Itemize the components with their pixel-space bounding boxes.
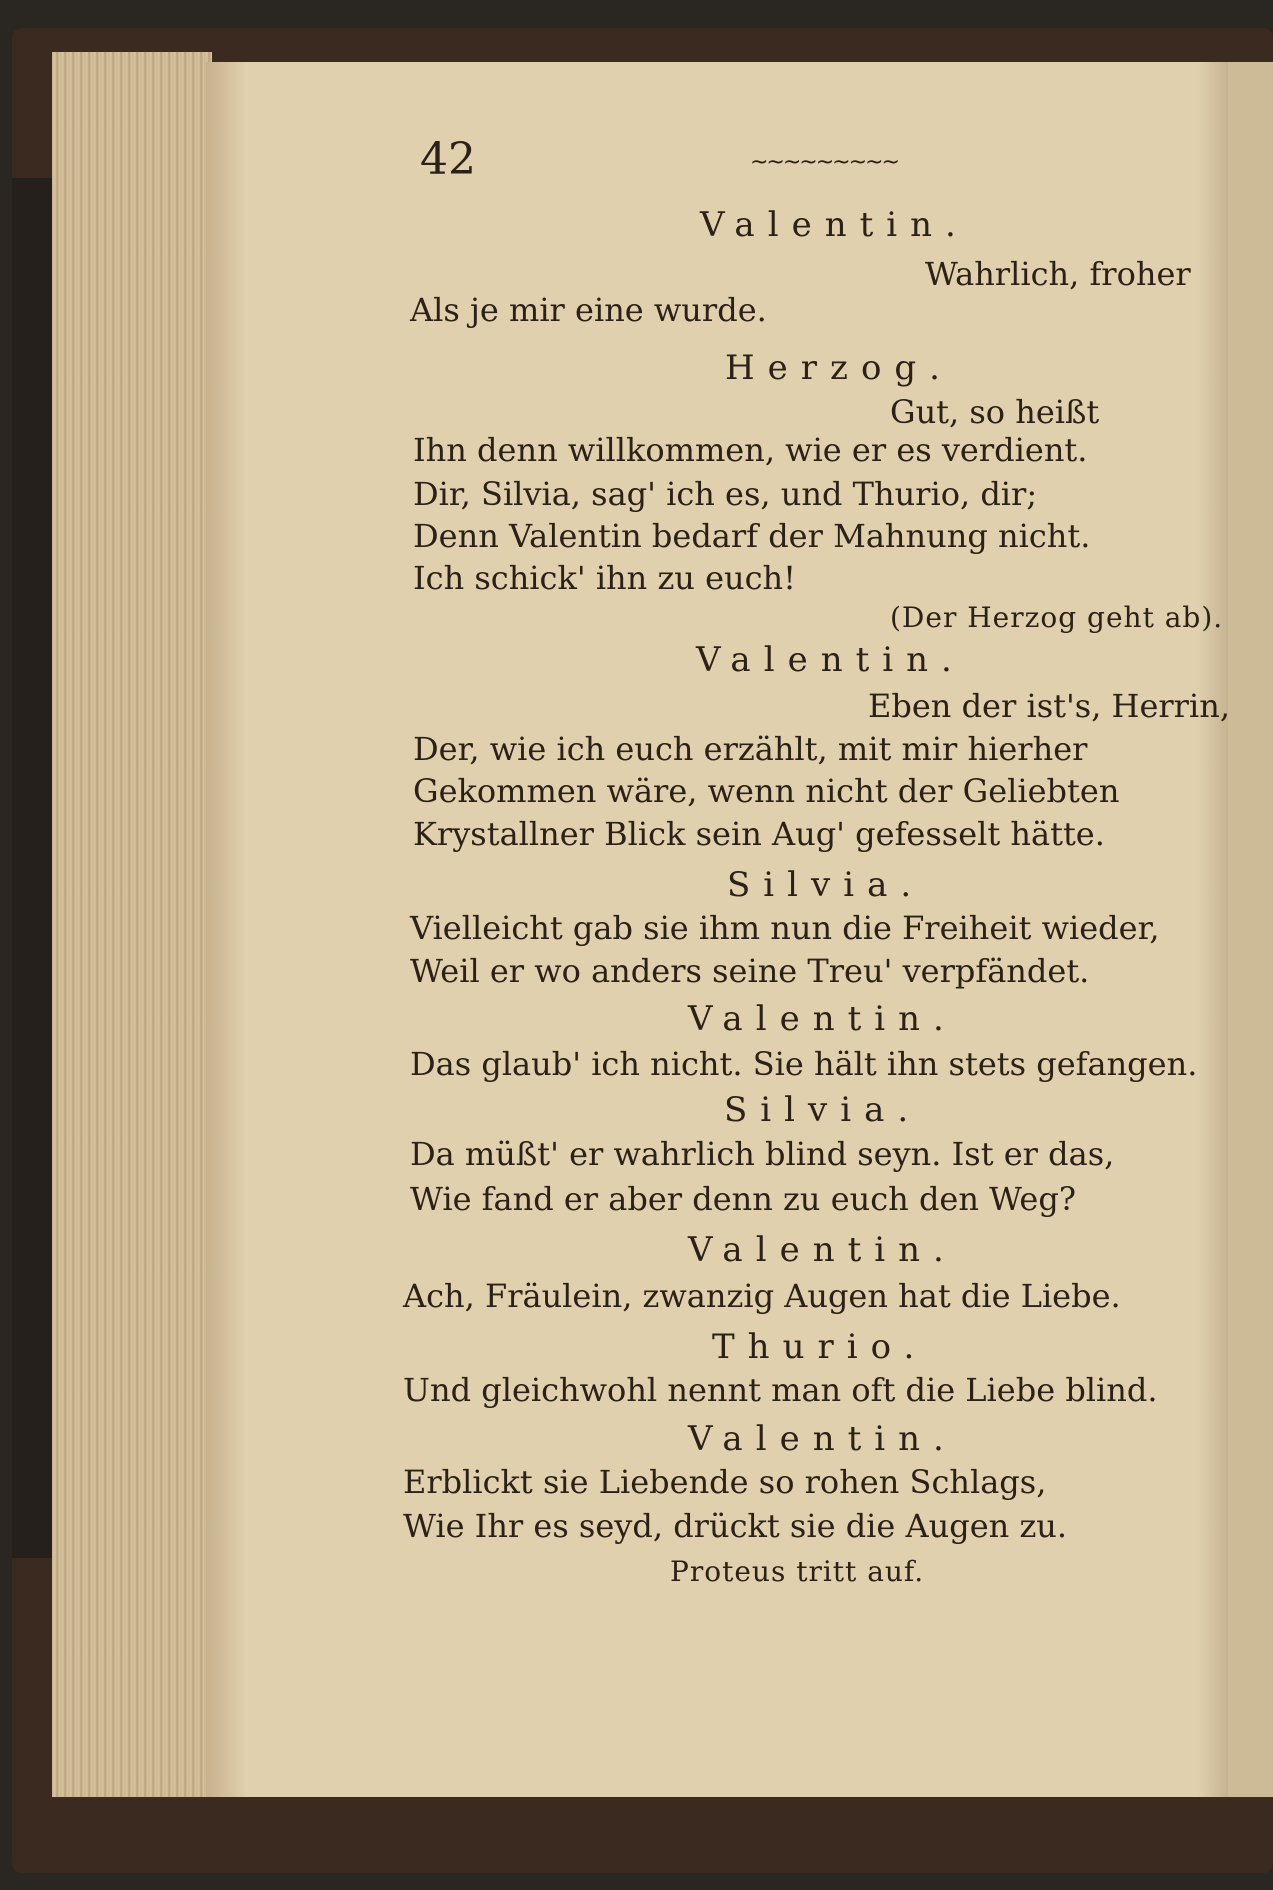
verse-line: Vielleicht gab sie ihm nun die Freiheit wieder,: [410, 909, 1160, 947]
page-number: 42: [420, 134, 476, 185]
speaker-silvia: Silvia.: [724, 1090, 922, 1130]
page-edges: [52, 52, 212, 1797]
verse-line: Gut, so heißt: [890, 393, 1100, 431]
facing-page-edge: [1228, 62, 1273, 1797]
verse-line: Ich schick' ihn zu euch!: [413, 559, 797, 597]
verse-line: Und gleichwohl nennt man oft die Liebe blind.: [403, 1371, 1158, 1409]
speaker-thurio: Thurio.: [712, 1327, 928, 1367]
verse-line: Der, wie ich euch erzählt, mit mir hierher: [413, 730, 1088, 768]
header-ornament: ~~~~~~~~~: [750, 150, 898, 168]
verse-line: Da müßt' er wahrlich blind seyn. Ist er das,: [410, 1135, 1115, 1173]
verse-line: Ihn denn willkommen, wie er es verdient.: [413, 431, 1088, 469]
speaker-valentin: Valentin.: [688, 999, 957, 1039]
speaker-herzog: Herzog.: [725, 348, 953, 388]
verse-line: Ach, Fräulein, zwanzig Augen hat die Liebe.: [403, 1277, 1121, 1315]
stage-direction: Proteus tritt auf.: [670, 1555, 925, 1588]
verse-line: Das glaub' ich nicht. Sie hält ihn stets gefangen.: [410, 1045, 1198, 1083]
verse-line: Weil er wo anders seine Treu' verpfändet.: [410, 952, 1090, 990]
speaker-valentin: Valentin.: [700, 205, 969, 245]
stage-direction: (Der Herzog geht ab).: [890, 601, 1224, 634]
verse-line: Wie Ihr es seyd, drückt sie die Augen zu.: [403, 1507, 1068, 1545]
verse-line: Krystallner Blick sein Aug' gefesselt hätte.: [413, 815, 1105, 853]
verse-line: Erblickt sie Liebende so rohen Schlags,: [403, 1463, 1047, 1501]
speaker-valentin: Valentin.: [688, 1419, 957, 1459]
speaker-silvia: Silvia.: [727, 865, 925, 905]
speaker-valentin: Valentin.: [688, 1230, 957, 1270]
verse-line: Wie fand er aber denn zu euch den Weg?: [410, 1180, 1076, 1218]
verse-line: Dir, Silvia, sag' ich es, und Thurio, dir;: [413, 475, 1038, 513]
verse-line: Gekommen wäre, wenn nicht der Geliebten: [413, 772, 1120, 810]
verse-line: Wahrlich, froher: [925, 255, 1191, 293]
verse-line: Denn Valentin bedarf der Mahnung nicht.: [413, 517, 1091, 555]
speaker-valentin: Valentin.: [696, 640, 965, 680]
verse-line: Als je mir eine wurde.: [410, 291, 767, 329]
verse-line: Eben der ist's, Herrin,: [868, 687, 1230, 725]
